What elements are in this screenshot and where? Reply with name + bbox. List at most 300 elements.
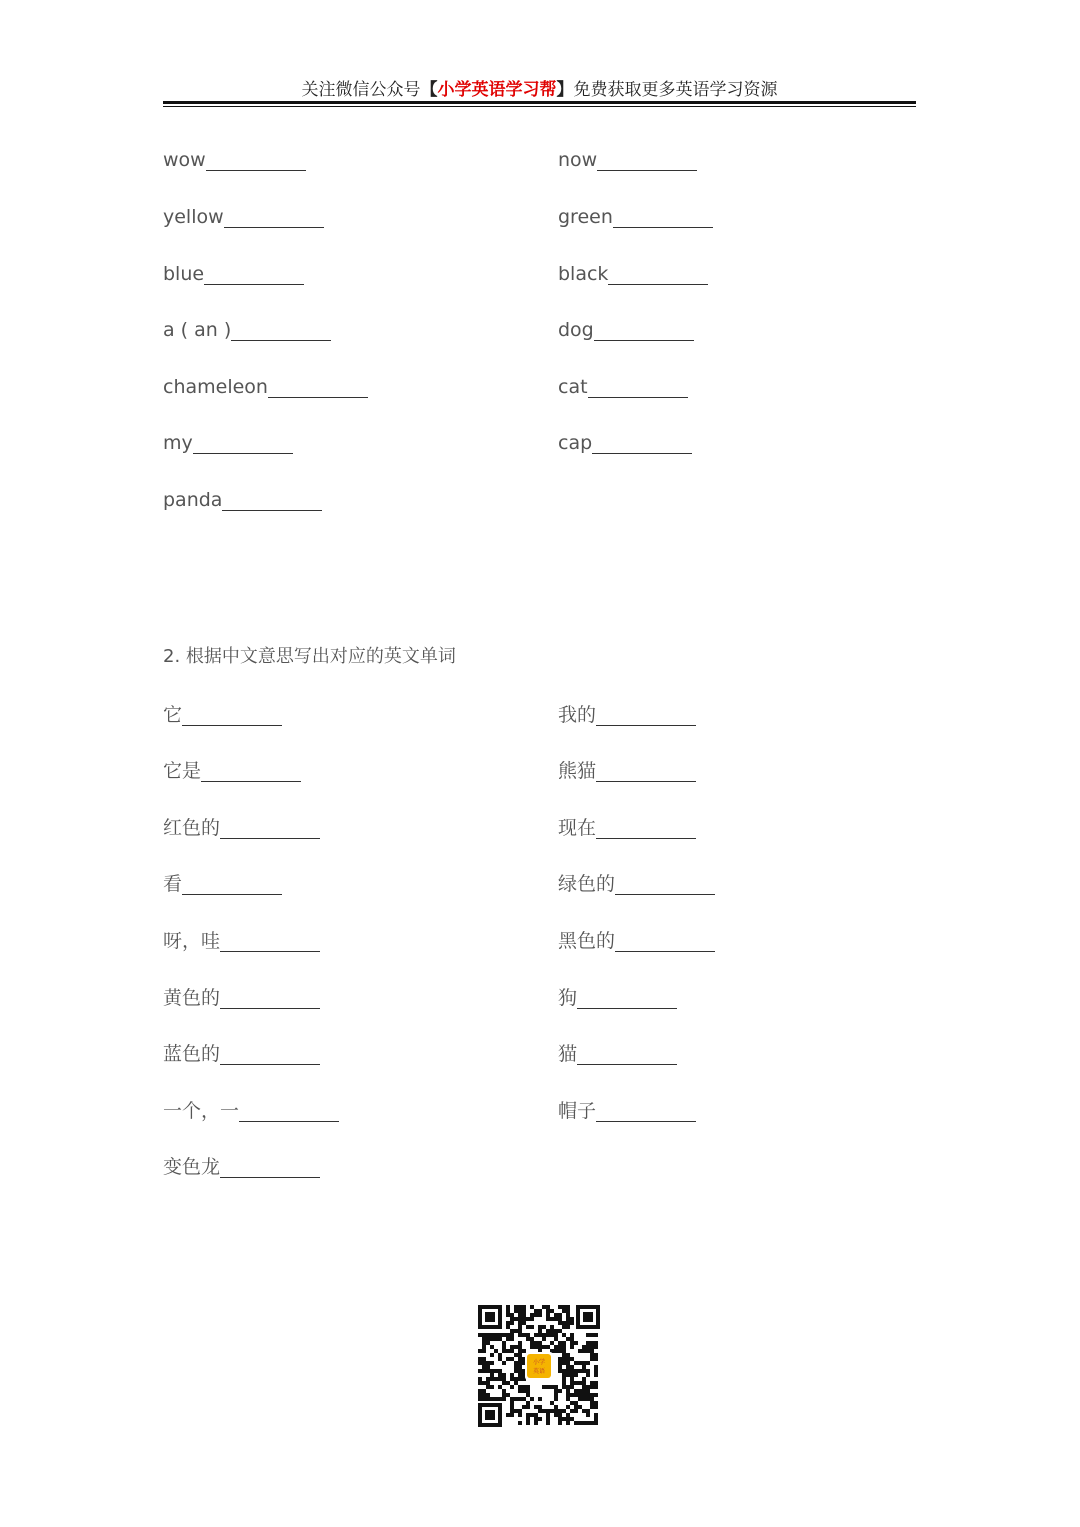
qr-module	[522, 1349, 526, 1353]
qr-module	[550, 1341, 554, 1345]
qr-module	[482, 1369, 486, 1373]
qr-module	[590, 1357, 594, 1361]
vocab-word: a ( an )	[163, 319, 232, 341]
qr-module	[490, 1373, 494, 1377]
qr-module	[510, 1401, 514, 1405]
qr-module	[586, 1369, 590, 1373]
qr-module	[522, 1405, 526, 1409]
qr-module	[578, 1421, 582, 1425]
qr-module	[502, 1373, 506, 1377]
qr-module	[554, 1345, 558, 1349]
qr-module	[570, 1345, 574, 1349]
qr-module	[534, 1421, 538, 1425]
qr-module	[518, 1353, 522, 1357]
answer-blank[interactable]	[220, 988, 320, 1009]
qr-module	[518, 1329, 522, 1333]
qr-module	[518, 1369, 522, 1373]
qr-module	[486, 1377, 490, 1381]
qr-module	[554, 1393, 558, 1397]
qr-module	[538, 1313, 542, 1317]
qr-module	[570, 1393, 574, 1397]
qr-module	[522, 1385, 526, 1389]
qr-module	[498, 1373, 502, 1377]
qr-module	[506, 1381, 510, 1385]
qr-module	[482, 1389, 486, 1393]
qr-module	[506, 1337, 510, 1341]
qr-module	[566, 1353, 570, 1357]
qr-module	[594, 1381, 598, 1385]
qr-module	[554, 1397, 558, 1401]
vocab-item	[163, 872, 282, 896]
answer-blank[interactable]	[220, 818, 320, 839]
page-header	[163, 78, 916, 102]
qr-module	[506, 1313, 510, 1317]
qr-module	[574, 1405, 578, 1409]
vocab-word: 黑色的	[558, 930, 616, 952]
vocab-word: 狗	[558, 987, 578, 1009]
qr-module	[590, 1405, 594, 1409]
qr-module	[510, 1397, 514, 1401]
qr-module	[590, 1349, 594, 1353]
qr-module	[518, 1385, 522, 1389]
qr-module	[566, 1397, 570, 1401]
answer-blank[interactable]	[588, 377, 688, 398]
qr-module	[554, 1313, 558, 1317]
qr-module	[506, 1413, 510, 1417]
qr-module	[566, 1393, 570, 1397]
qr-module	[490, 1397, 494, 1401]
qr-module	[506, 1309, 510, 1313]
answer-blank[interactable]	[608, 264, 708, 285]
qr-module	[478, 1333, 482, 1337]
qr-center-label-2: 英语	[532, 1368, 546, 1375]
qr-module	[518, 1313, 522, 1317]
qr-module	[582, 1389, 586, 1393]
qr-module	[514, 1305, 518, 1309]
qr-module	[530, 1337, 534, 1341]
qr-module	[566, 1417, 570, 1421]
qr-module	[578, 1405, 582, 1409]
vocab-word: yellow	[163, 206, 224, 228]
vocab-word: panda	[163, 489, 223, 511]
answer-blank[interactable]	[613, 207, 713, 228]
qr-module	[594, 1369, 598, 1373]
qr-module	[566, 1337, 570, 1341]
answer-blank[interactable]	[594, 320, 694, 341]
qr-module	[506, 1349, 510, 1353]
vocab-word: 红色的	[163, 817, 221, 839]
qr-module	[506, 1357, 510, 1361]
qr-module	[522, 1313, 526, 1317]
qr-module	[546, 1345, 550, 1349]
qr-module	[574, 1393, 578, 1397]
qr-module	[586, 1421, 590, 1425]
qr-module	[510, 1357, 514, 1361]
qr-module	[570, 1333, 574, 1337]
answer-blank[interactable]	[239, 1101, 339, 1122]
answer-blank[interactable]	[201, 761, 301, 782]
qr-module	[518, 1321, 522, 1325]
vocab-word: 一个，一	[163, 1100, 240, 1122]
qr-module	[586, 1393, 590, 1397]
qr-module	[558, 1409, 562, 1413]
header-rule-thin	[163, 106, 916, 107]
qr-module	[594, 1357, 598, 1361]
header-brand: 小学英语学习帮	[437, 80, 557, 100]
qr-module	[562, 1305, 566, 1309]
qr-module	[562, 1333, 566, 1337]
qr-module	[502, 1345, 506, 1349]
answer-blank[interactable]	[597, 150, 697, 171]
qr-module	[510, 1405, 514, 1409]
qr-module	[594, 1421, 598, 1425]
section-2-title: 2. 根据中文意思写出对应的英文单词	[163, 646, 456, 667]
qr-module	[558, 1321, 562, 1325]
answer-blank[interactable]	[268, 377, 368, 398]
vocab-word: dog	[558, 319, 594, 341]
vocab-item	[163, 929, 320, 953]
qr-module	[562, 1381, 566, 1385]
qr-code-icon[interactable]	[476, 1303, 602, 1429]
qr-module	[518, 1389, 522, 1393]
qr-module	[502, 1349, 506, 1353]
qr-module	[562, 1341, 566, 1345]
vocab-item	[163, 262, 304, 286]
qr-module	[590, 1341, 594, 1345]
qr-module	[478, 1357, 482, 1361]
qr-module	[570, 1409, 574, 1413]
qr-module	[550, 1325, 554, 1329]
qr-module	[526, 1413, 530, 1417]
qr-module	[566, 1325, 570, 1329]
answer-blank[interactable]	[596, 818, 696, 839]
qr-module	[594, 1413, 598, 1417]
answer-blank[interactable]	[577, 988, 677, 1009]
qr-module	[510, 1413, 514, 1417]
qr-module	[542, 1409, 546, 1413]
qr-module	[522, 1317, 526, 1321]
qr-module	[486, 1365, 490, 1369]
qr-module	[518, 1345, 522, 1349]
qr-module	[518, 1373, 522, 1377]
qr-module	[562, 1377, 566, 1381]
qr-module	[562, 1309, 566, 1313]
qr-module	[562, 1369, 566, 1373]
qr-module	[582, 1365, 586, 1369]
qr-module	[554, 1409, 558, 1413]
qr-module	[530, 1341, 534, 1345]
qr-module	[566, 1321, 570, 1325]
qr-module	[570, 1341, 574, 1345]
qr-module	[586, 1389, 590, 1393]
qr-module	[506, 1393, 510, 1397]
answer-blank[interactable]	[220, 931, 320, 952]
qr-module	[554, 1329, 558, 1333]
qr-module	[586, 1341, 590, 1345]
qr-module	[594, 1365, 598, 1369]
qr-module	[562, 1345, 566, 1349]
qr-module	[558, 1317, 562, 1321]
qr-module	[578, 1397, 582, 1401]
qr-module	[526, 1317, 530, 1321]
answer-blank[interactable]	[615, 931, 715, 952]
qr-module	[558, 1365, 562, 1369]
qr-module	[518, 1349, 522, 1353]
vocab-word: 帽子	[558, 1100, 597, 1122]
qr-module	[546, 1317, 550, 1321]
vocab-word: 呀，哇	[163, 930, 221, 952]
qr-module	[594, 1333, 598, 1337]
qr-module	[570, 1365, 574, 1369]
qr-module	[514, 1365, 518, 1369]
vocab-item	[163, 1042, 320, 1066]
qr-module	[582, 1409, 586, 1413]
vocab-word: 熊猫	[558, 760, 597, 782]
qr-module	[490, 1333, 494, 1337]
qr-module	[482, 1381, 486, 1385]
qr-module	[582, 1393, 586, 1397]
qr-module	[534, 1313, 538, 1317]
qr-module	[594, 1345, 598, 1349]
qr-module	[478, 1381, 482, 1385]
qr-module	[478, 1361, 482, 1365]
qr-module	[562, 1353, 566, 1357]
qr-module	[558, 1417, 562, 1421]
qr-module	[510, 1385, 514, 1389]
qr-module	[482, 1365, 486, 1369]
qr-center-logo	[525, 1352, 553, 1380]
qr-module	[518, 1309, 522, 1313]
qr-module	[566, 1413, 570, 1417]
qr-module	[562, 1409, 566, 1413]
qr-module	[562, 1361, 566, 1365]
qr-module	[486, 1333, 490, 1337]
header-prefix: 关注微信公众号	[301, 80, 421, 100]
qr-module	[562, 1373, 566, 1377]
vocab-word: chameleon	[163, 376, 268, 398]
qr-module	[574, 1361, 578, 1365]
answer-blank[interactable]	[204, 264, 304, 285]
qr-module	[522, 1397, 526, 1401]
qr-module	[562, 1357, 566, 1361]
qr-module	[494, 1337, 498, 1341]
qr-module	[558, 1413, 562, 1417]
qr-module	[590, 1397, 594, 1401]
answer-blank[interactable]	[224, 207, 324, 228]
qr-module	[594, 1341, 598, 1345]
answer-blank[interactable]	[193, 433, 293, 454]
qr-module	[538, 1325, 542, 1329]
answer-blank[interactable]	[222, 490, 322, 511]
vocab-word: 猫	[558, 1043, 578, 1065]
qr-module	[570, 1321, 574, 1325]
qr-module	[498, 1337, 502, 1341]
qr-module	[482, 1361, 486, 1365]
qr-module	[534, 1345, 538, 1349]
qr-module	[486, 1369, 490, 1373]
vocab-item	[558, 759, 696, 783]
qr-module	[498, 1377, 502, 1381]
qr-module	[574, 1421, 578, 1425]
vocab-item	[558, 703, 696, 727]
qr-module	[486, 1385, 490, 1389]
qr-module	[574, 1369, 578, 1373]
answer-blank[interactable]	[231, 320, 331, 341]
qr-module	[550, 1329, 554, 1333]
qr-module	[478, 1389, 482, 1393]
qr-module	[510, 1349, 514, 1353]
qr-module	[534, 1333, 538, 1337]
qr-module	[586, 1333, 590, 1337]
qr-module	[522, 1305, 526, 1309]
answer-blank[interactable]	[182, 874, 282, 895]
qr-module	[578, 1381, 582, 1385]
vocab-word: green	[558, 206, 613, 228]
qr-module	[566, 1305, 570, 1309]
qr-module	[518, 1409, 522, 1413]
qr-module	[574, 1381, 578, 1385]
qr-module	[558, 1305, 562, 1309]
qr-module	[522, 1321, 526, 1325]
qr-module	[574, 1401, 578, 1405]
qr-module	[514, 1377, 518, 1381]
qr-module	[578, 1393, 582, 1397]
qr-module	[522, 1333, 526, 1337]
qr-module	[482, 1333, 486, 1337]
qr-module	[478, 1397, 482, 1401]
qr-module	[510, 1373, 514, 1377]
qr-module	[482, 1393, 486, 1397]
header-bracket-open: 【	[420, 80, 438, 100]
qr-module	[582, 1345, 586, 1349]
vocab-word: wow	[163, 149, 206, 171]
qr-module	[510, 1345, 514, 1349]
qr-module	[546, 1385, 550, 1389]
qr-module	[562, 1321, 566, 1325]
qr-module	[502, 1397, 506, 1401]
answer-blank[interactable]	[206, 150, 306, 171]
qr-module	[522, 1309, 526, 1313]
qr-module	[514, 1397, 518, 1401]
qr-module	[514, 1409, 518, 1413]
vocab-item	[163, 488, 322, 512]
qr-module	[586, 1409, 590, 1413]
qr-module	[498, 1353, 502, 1357]
answer-blank[interactable]	[596, 761, 696, 782]
vocab-item	[163, 986, 320, 1010]
qr-module	[554, 1317, 558, 1321]
qr-module	[514, 1369, 518, 1373]
qr-module	[526, 1385, 530, 1389]
qr-module	[590, 1421, 594, 1425]
qr-module	[546, 1305, 550, 1309]
qr-module	[570, 1373, 574, 1377]
qr-module	[578, 1361, 582, 1365]
vocab-item	[558, 318, 694, 342]
qr-module	[558, 1329, 562, 1333]
qr-module	[554, 1405, 558, 1409]
qr-module	[502, 1333, 506, 1337]
qr-module	[582, 1349, 586, 1353]
qr-module	[534, 1417, 538, 1421]
qr-module	[566, 1309, 570, 1313]
qr-module	[494, 1369, 498, 1373]
qr-module	[498, 1333, 502, 1337]
vocab-word: cat	[558, 376, 588, 398]
qr-module	[582, 1381, 586, 1385]
qr-module	[498, 1369, 502, 1373]
qr-module	[594, 1417, 598, 1421]
qr-module	[550, 1309, 554, 1313]
qr-module	[558, 1369, 562, 1373]
qr-module	[510, 1377, 514, 1381]
answer-blank[interactable]	[596, 1101, 696, 1122]
qr-module	[510, 1321, 514, 1325]
vocab-item	[163, 431, 293, 455]
qr-module	[546, 1409, 550, 1413]
qr-module	[518, 1413, 522, 1417]
qr-module	[594, 1385, 598, 1389]
qr-finder-top-right	[576, 1305, 600, 1329]
qr-center-label-1: 小学	[532, 1359, 546, 1366]
qr-module	[538, 1405, 542, 1409]
qr-module	[526, 1417, 530, 1421]
qr-module	[518, 1305, 522, 1309]
qr-module	[498, 1397, 502, 1401]
answer-blank[interactable]	[596, 705, 696, 726]
answer-blank[interactable]	[592, 433, 692, 454]
qr-module	[482, 1349, 486, 1353]
qr-module	[514, 1309, 518, 1313]
qr-module	[490, 1337, 494, 1341]
qr-module	[586, 1349, 590, 1353]
qr-module	[534, 1309, 538, 1313]
qr-module	[518, 1377, 522, 1381]
qr-module	[482, 1341, 486, 1345]
qr-finder-top-left	[478, 1305, 502, 1329]
qr-module	[566, 1421, 570, 1425]
qr-module	[530, 1313, 534, 1317]
qr-module	[510, 1329, 514, 1333]
qr-module	[558, 1357, 562, 1361]
qr-module	[570, 1381, 574, 1385]
qr-module	[478, 1393, 482, 1397]
vocab-word: 它	[163, 704, 183, 726]
vocab-word: blue	[163, 263, 205, 285]
answer-blank[interactable]	[182, 705, 282, 726]
vocab-word: 我的	[558, 704, 597, 726]
answer-blank[interactable]	[220, 1044, 320, 1065]
qr-module	[518, 1357, 522, 1361]
answer-blank[interactable]	[615, 874, 715, 895]
qr-module	[566, 1369, 570, 1373]
qr-module	[530, 1413, 534, 1417]
qr-module	[526, 1401, 530, 1405]
vocab-word: black	[558, 263, 609, 285]
qr-module	[590, 1401, 594, 1405]
qr-module	[538, 1345, 542, 1349]
qr-module	[534, 1413, 538, 1417]
qr-module	[554, 1333, 558, 1337]
answer-blank[interactable]	[220, 1157, 320, 1178]
qr-module	[506, 1333, 510, 1337]
qr-module	[590, 1393, 594, 1397]
qr-module	[490, 1345, 494, 1349]
answer-blank[interactable]	[577, 1044, 677, 1065]
qr-finder-bottom-left	[478, 1403, 502, 1427]
vocab-item	[558, 375, 688, 399]
qr-module	[526, 1333, 530, 1337]
